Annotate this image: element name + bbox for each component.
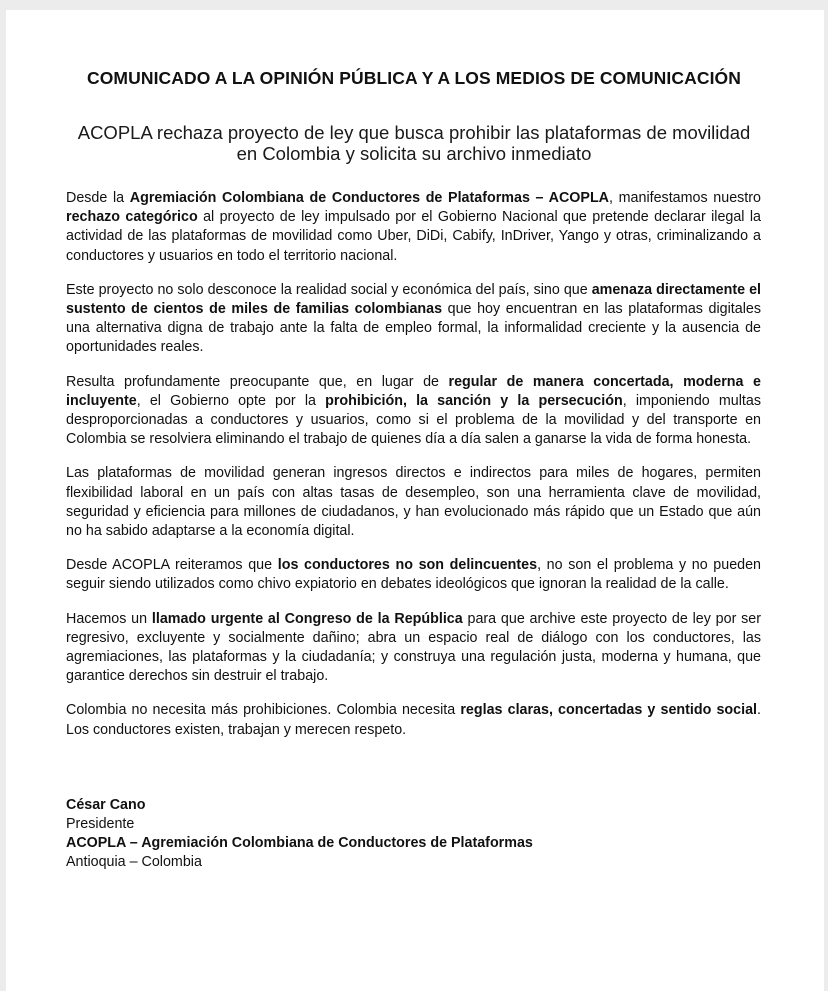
document-subtitle	[60, 122, 768, 164]
document-body	[66, 189, 761, 755]
document-title: COMUNICADO A LA OPINIÓN PÚBLICA Y A LOS MEDIOS DE COMUNICACIÓN	[86, 68, 742, 88]
paragraph-1: Desde la Agremiación Colombiana de Conductores de Plataformas – ACOPLA, manifestamos nuestro rechazo categórico al proyecto de ley impulsado por el Gobierno Nacional que pretende declarar ilegal la actividad de las plataformas de movilidad como Uber, DiDi, Cabify, InDriver, Yango y otras, criminalizando a conductores y usuarios en todo el territorio nacional.	[66, 190, 761, 264]
signature-block	[66, 796, 533, 872]
paragraph-5: Desde ACOPLA reiteramos que los conductores no son delincuentes, no son el problema y no pueden seguir siendo utilizados como chivo expiatorio en debates ideológicos que ignoran la realidad de la calle.	[66, 557, 761, 593]
paragraph-7: Colombia no necesita más prohibiciones. Colombia necesita reglas claras, concertadas y sentido social. Los conductores existen, trabajan y merecen respeto.	[66, 702, 761, 738]
paragraph-6: Hacemos un llamado urgente al Congreso de la República para que archive este proyecto de ley por ser regresivo, excluyente y socialmente dañino; abra un espacio real de diálogo con los conductores, las agremiaciones, las plataformas y la ciudadanía; y construya una regulación justa, moderna y humana, que garantice derechos sin destruir el trabajo.	[66, 610, 761, 685]
subtitle-line-2: en Colombia y solicita su archivo inmediato	[236, 143, 592, 164]
signature-name: César Cano	[66, 797, 146, 813]
subtitle-line-1: ACOPLA rechaza proyecto de ley que busca prohibir las plataformas de movilidad	[77, 122, 751, 143]
signature-location: Antioquia – Colombia	[66, 854, 202, 870]
signature-org: ACOPLA – Agremiación Colombiana de Conductores de Plataformas	[66, 835, 533, 851]
signature-role: Presidente	[66, 816, 135, 832]
paragraph-2: Este proyecto no solo desconoce la realidad social y económica del país, sino que amenaza directamente el sustento de cientos de miles de familias colombianas que hoy encuentran en las plataformas digitales una alternativa digna de trabajo ante la falta de empleo formal, la informalidad creciente y la ausencia de oportunidades reales.	[66, 281, 761, 356]
paragraph-4: Las plataformas de movilidad generan ingresos directos e indirectos para miles de hogares, permiten flexibilidad laboral en un país con altas tasas de desempleo, son una herramienta clave de movilidad, seguridad y eficiencia para millones de ciudadanos, y han evolucionado más rápido que un Estado que aún no ha sabido adaptarse a la economía digital.	[66, 465, 761, 540]
paragraph-3: Resulta profundamente preocupante que, en lugar de regular de manera concertada, moderna e incluyente, el Gobierno opte por la prohibición, la sanción y la persecución, imponiendo multas desproporcionadas a conductores y usuarios, como si el problema de la movilidad y del transporte en Colombia se resolviera eliminando el trabajo de quienes día a día salen a ganarse la vida de forma honesta.	[66, 373, 761, 448]
